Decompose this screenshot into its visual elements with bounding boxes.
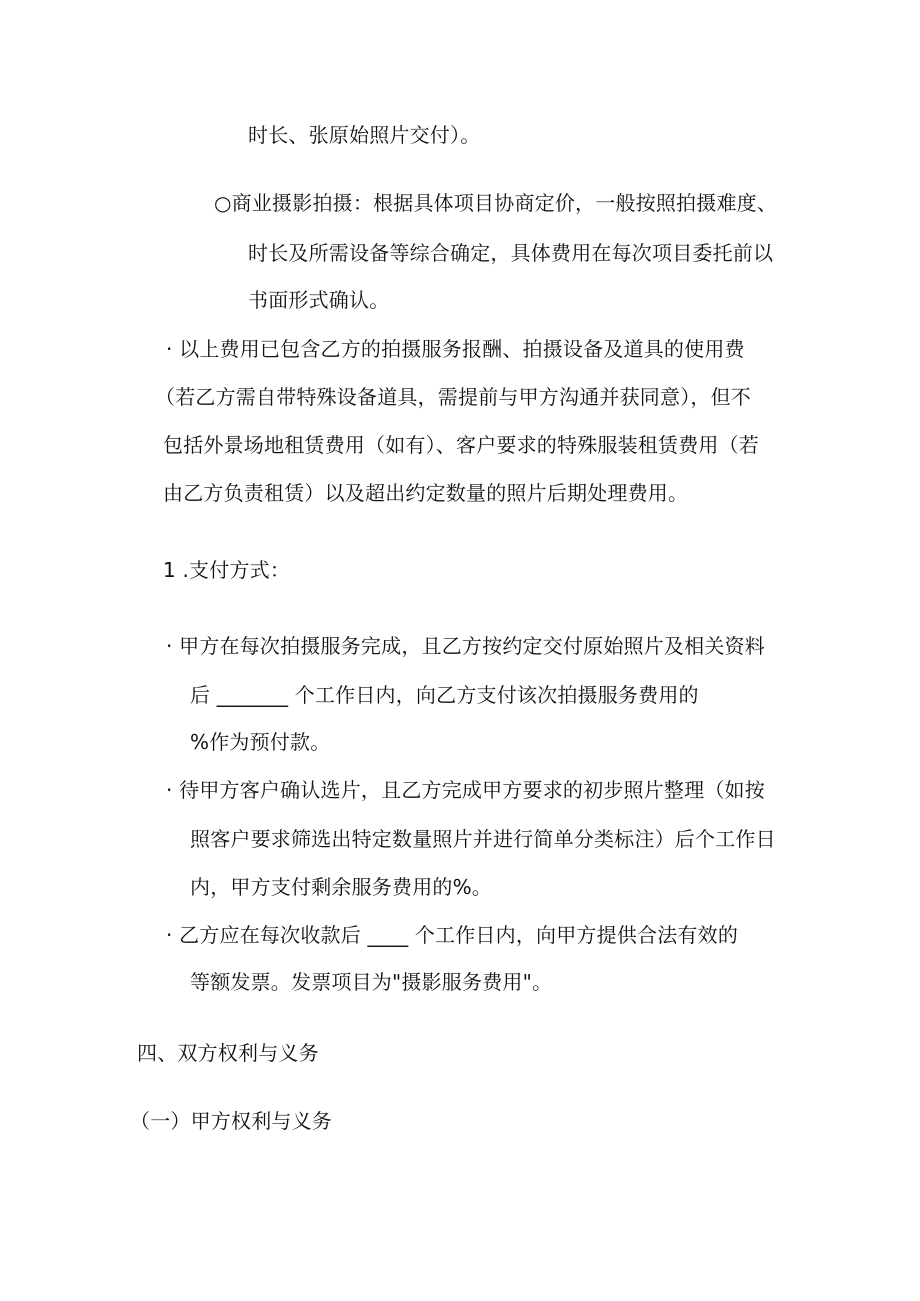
subsection-one-heading: （一）甲方权利与义务 (130, 1109, 332, 1133)
continuation-line: 时长、张原始照片交付）。 (248, 123, 481, 147)
payment-item1-line-3: %作为预付款。 (190, 730, 331, 754)
commercial-line-1: ○商业摄影拍摄：根据具体项目协商定价，一般按照拍摄难度、 (214, 191, 778, 215)
section-four-heading: 四、双方权利与义务 (137, 1041, 319, 1065)
commercial-line-2: 时长及所需设备等综合确定，具体费用在每次项目委托前以 (248, 241, 774, 265)
payment-item3-line-2: 等额发票。发票项目为"摄影服务费用"。 (190, 970, 553, 994)
payment-item1-line-2: 后 _______ 个工作日内，向乙方支付该次拍摄服务费用的 (190, 683, 699, 707)
payment-item1-line-1: · 甲方在每次拍摄服务完成，且乙方按约定交付原始照片及相关资料 (166, 634, 765, 658)
payment-item3-line-1: · 乙方应在每次收款后 ____ 个工作日内，向甲方提供合法有效的 (166, 923, 739, 947)
fee-note-line-1: · 以上费用已包含乙方的拍摄服务报酬、拍摄设备及道具的使用费 (166, 337, 745, 361)
payment-heading: 1 .支付方式： (163, 558, 291, 582)
payment-item2-line-2: 照客户要求筛选出特定数量照片并进行简单分类标注）后个工作日 (190, 827, 776, 851)
fee-note-line-2: （若乙方需自带特殊设备道具，需提前与甲方沟通并获同意），但不 (155, 385, 751, 409)
commercial-line-3: 书面形式确认。 (248, 288, 390, 312)
payment-item2-line-3: 内，甲方支付剩余服务费用的%。 (190, 875, 493, 899)
fee-note-line-4: 由乙方负责租赁）以及超出约定数量的照片后期处理费用。 (163, 481, 689, 505)
fee-note-line-3: 包括外景场地租赁费用（如有）、客户要求的特殊服装租赁费用（若 (163, 433, 759, 457)
payment-item2-line-1: · 待甲方客户确认选片，且乙方完成甲方要求的初步照片整理（如按 (166, 778, 765, 802)
